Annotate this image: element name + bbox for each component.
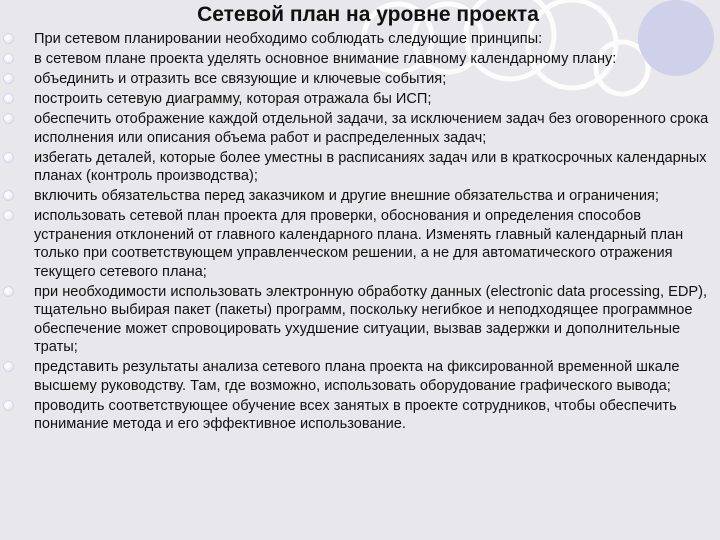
bullet-item-8 [0,207,720,281]
bullet-text: При сетевом планировании необходимо соблюдать следующие принципы: [34,31,543,47]
bullet-text: включить обязательства перед заказчиком и другие внешние обязательства и ограничения; [34,188,659,204]
bullet-item-2 [0,50,720,69]
bullet-text: проводить соответствующее обучение всех занятых в проекте сотрудников, чтобы обеспечить понимание метода и его эффективное использование. [34,397,677,432]
bullet-icon [3,210,14,221]
bullet-item-6 [0,149,720,186]
bullet-icon [3,361,14,372]
bullet-icon [3,190,14,201]
bullet-text: объединить и отразить все связующие и ключевые события; [34,71,447,87]
bullet-item-4 [0,90,720,109]
bullet-text: избегать деталей, которые более уместны в расписаниях задач или в краткосрочных календарных планах (контроль производства); [34,149,707,184]
bullet-text: представить результаты анализа сетевого плана проекта на фиксированной временной шкале высшему руководству. Там, где возможно, использовать оборудование графического вывода; [34,359,680,394]
bullet-text: использовать сетевой план проекта для проверки, обоснования и определения способов устранения отклонений от главного календарного плана. Изменять главный календарный план только при соответствующем управленческом решении, а не для автоматического отражения текущего сетевого плана; [34,208,684,280]
bullet-icon [3,73,14,84]
bullet-icon [3,286,14,297]
bullet-text: в сетевом плане проекта уделять основное внимание главному календарному плану: [34,51,617,67]
bullet-text: обеспечить отображение каждой отдельной задачи, за исключением задач без оговоренного срока исполнения или описания объема работ и распределенных задач; [34,111,709,146]
bullet-item-3 [0,70,720,89]
bullet-icon [3,400,14,411]
bullet-text: при необходимости использовать электронную обработку данных (electronic data processing, EDP), тщательно выбирая пакет (пакеты) программ, поскольку негибкое и неподходящее программное обеспечение может спровоцировать ухудшение ситуации, вызвав задержки и дополнительные траты; [34,283,708,355]
bullet-icon [3,33,14,44]
bullet-icon [3,152,14,163]
bullet-item-10 [0,358,720,395]
bullet-list [0,30,720,435]
bullet-item-9 [0,283,720,357]
bullet-icon [3,53,14,64]
bullet-text: построить сетевую диаграмму, которая отражала бы ИСП; [34,91,432,107]
bullet-item-7 [0,187,720,206]
slide-title: Сетевой план на уровне проекта [197,3,539,26]
bullet-item-1 [0,30,720,49]
bullet-icon [3,93,14,104]
bullet-item-5 [0,110,720,147]
bullet-icon [3,113,14,124]
bullet-item-11 [0,397,720,434]
